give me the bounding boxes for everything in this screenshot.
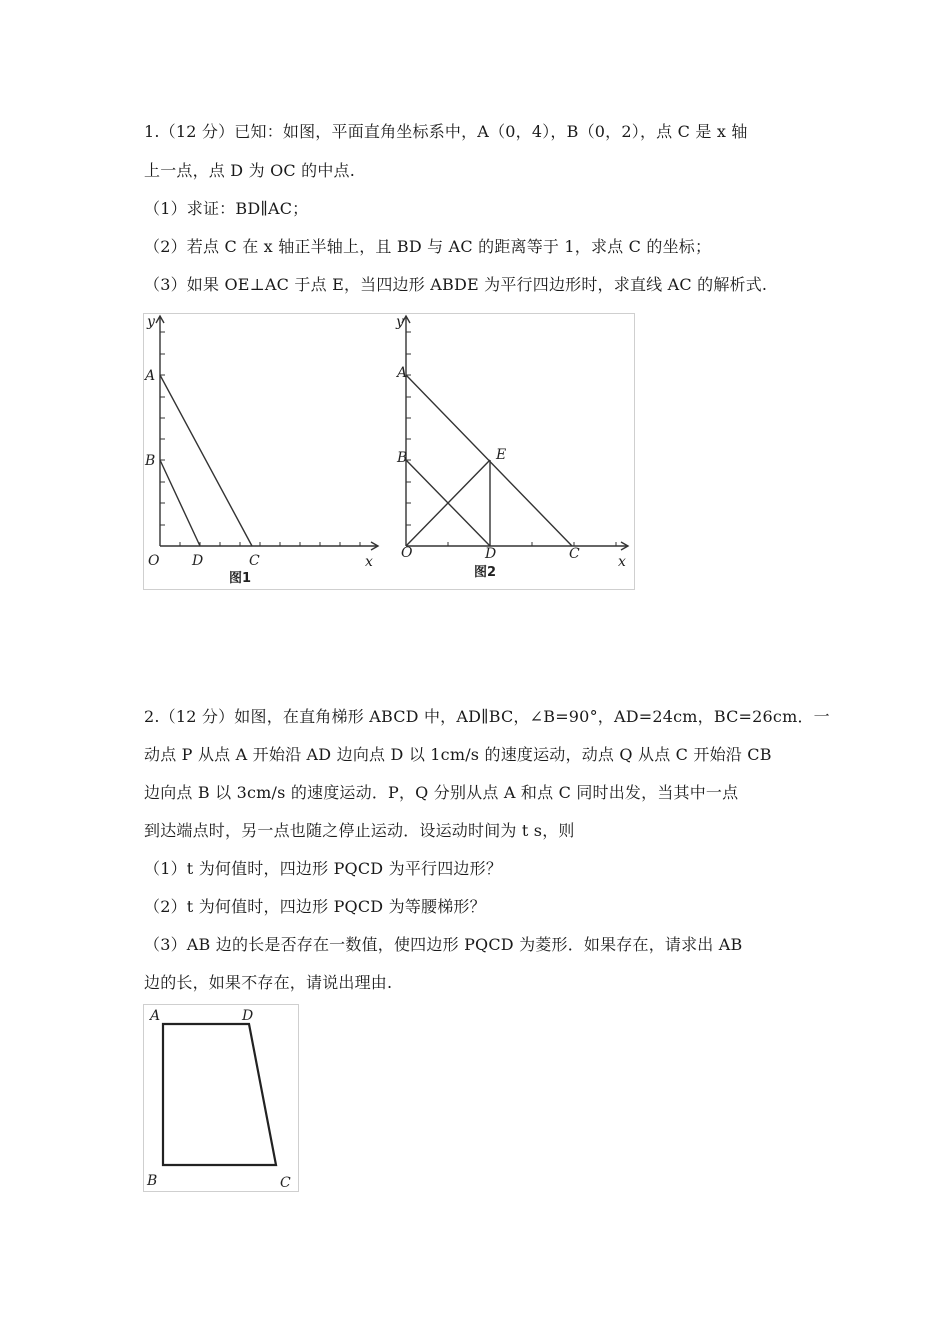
fig2-label-a: A xyxy=(397,365,408,381)
fig2-label-c: C xyxy=(569,546,580,562)
p2-line-8: 边的长，如果不存在，请说出理由. xyxy=(144,973,393,992)
fig1-ticks xyxy=(160,332,360,546)
p1-line-3: （1）求证：BD∥AC； xyxy=(144,199,309,218)
fig1-label-x: x xyxy=(365,554,373,570)
p2-line-7: （3）AB 边的长是否存在一数值，使四边形 PQCD 为菱形．如果存在，请求出 AB xyxy=(144,935,743,954)
p2-line-3: 边向点 B 以 3cm/s 的速度运动．P，Q 分别从点 A 和点 C 同时出发，当其中一点 xyxy=(144,783,739,802)
fig1-label-b: B xyxy=(145,453,156,469)
p2-line-5: （1）t 为何值时，四边形 PQCD 为平行四边形？ xyxy=(144,859,503,878)
trap-label-a: A xyxy=(150,1008,161,1024)
p2-line-1: 2.（12 分）如图，在直角梯形 ABCD 中，AD∥BC，∠B=90°，AD=24cm，BC=26cm．一 xyxy=(144,707,830,726)
fig2-caption: 图2 xyxy=(474,565,497,580)
trap-label-d: D xyxy=(242,1008,254,1024)
p1-line-2: 上一点，点 D 为 OC 的中点. xyxy=(144,161,356,180)
p1-line-1: 1.（12 分）已知：如图，平面直角坐标系中，A（0，4），B（0，2），点 C 是 x 轴 xyxy=(144,122,748,141)
fig2-label-o: O xyxy=(401,545,413,561)
fig1-line-bd xyxy=(160,460,200,546)
trapezoid-abcd xyxy=(163,1024,276,1165)
p1-figure-svg xyxy=(144,314,634,589)
fig2-label-x: x xyxy=(618,554,626,570)
fig2-label-e: E xyxy=(496,447,507,463)
fig1-label-a: A xyxy=(145,368,156,384)
fig1-label-c: C xyxy=(249,553,260,569)
fig1-line-ac xyxy=(160,375,252,546)
p2-line-2: 动点 P 从点 A 开始沿 AD 边向点 D 以 1cm/s 的速度运动，动点 Q 从点 C 开始沿 CB xyxy=(144,745,772,764)
fig1-label-o: O xyxy=(148,553,160,569)
fig1-label-d: D xyxy=(192,553,204,569)
trap-label-c: C xyxy=(280,1175,291,1191)
p2-figure xyxy=(143,1004,299,1192)
fig2-label-b: B xyxy=(397,450,408,466)
fig1-label-y: y xyxy=(147,314,155,330)
p2-figure-svg xyxy=(144,1005,298,1191)
fig1-caption: 图1 xyxy=(229,571,252,586)
p2-line-6: （2）t 为何值时，四边形 PQCD 为等腰梯形？ xyxy=(144,897,486,916)
trap-label-b: B xyxy=(147,1173,158,1189)
fig2-label-d: D xyxy=(485,546,497,562)
p2-line-4: 到达端点时，另一点也随之停止运动．设运动时间为 t s，则 xyxy=(144,821,575,840)
p1-line-5: （3）如果 OE⊥AC 于点 E，当四边形 ABDE 为平行四边形时，求直线 AC 的解析式. xyxy=(144,275,768,294)
p1-line-4: （2）若点 C 在 x 轴正半轴上，且 BD 与 AC 的距离等于 1，求点 C 的坐标； xyxy=(144,237,712,256)
p1-figure xyxy=(143,313,635,590)
fig2-label-y: y xyxy=(396,314,404,330)
